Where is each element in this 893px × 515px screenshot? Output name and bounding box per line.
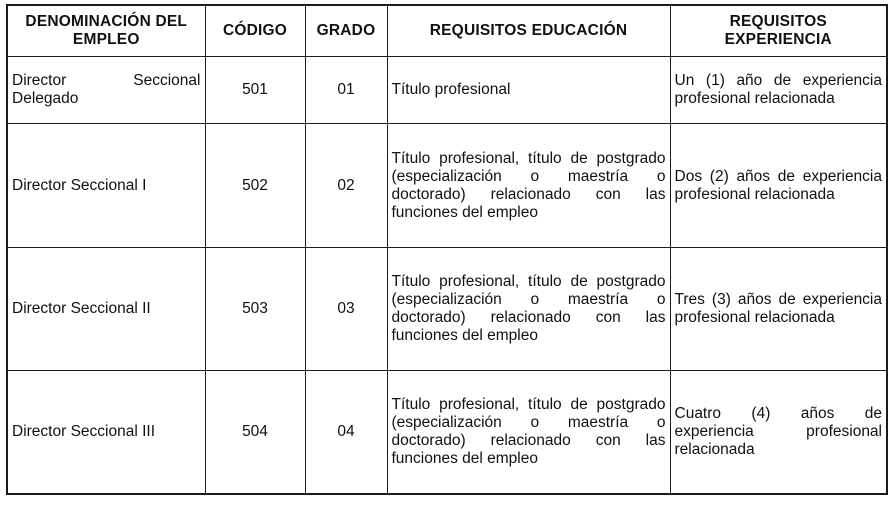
- cell-educacion: Título profesional, título de postgrado (especialización o maestría o doctorado) relacionado con las funciones del empleo: [387, 371, 670, 495]
- cell-codigo: 502: [205, 124, 305, 248]
- cell-educacion: Título profesional, título de postgrado (especialización o maestría o doctorado) relacionado con las funciones del empleo: [387, 248, 670, 371]
- cell-denominacion: Director Seccional I: [7, 124, 205, 248]
- cell-experiencia: Cuatro (4) años de experiencia profesional relacionada: [670, 371, 887, 495]
- table-row: [7, 248, 887, 371]
- table-header-row: [7, 5, 887, 57]
- header-educacion: REQUISITOS EDUCACIÓN: [387, 5, 670, 57]
- header-grado: GRADO: [305, 5, 387, 57]
- cell-codigo: 504: [205, 371, 305, 495]
- table-row: [7, 57, 887, 124]
- cell-experiencia: Un (1) año de experiencia profesional relacionada: [670, 57, 887, 124]
- cell-codigo: 501: [205, 57, 305, 124]
- cell-grado: 02: [305, 124, 387, 248]
- requirements-table: [6, 4, 888, 495]
- cell-denominacion: Director Seccional III: [7, 371, 205, 495]
- cell-codigo: 503: [205, 248, 305, 371]
- header-codigo: CÓDIGO: [205, 5, 305, 57]
- header-denominacion: DENOMINACIÓN DEL EMPLEO: [7, 5, 205, 57]
- cell-grado: 04: [305, 371, 387, 495]
- cell-grado: 03: [305, 248, 387, 371]
- requirements-table-container: [6, 4, 888, 495]
- cell-educacion: Título profesional, título de postgrado (especialización o maestría o doctorado) relacionado con las funciones del empleo: [387, 124, 670, 248]
- cell-educacion: Título profesional: [387, 57, 670, 124]
- cell-experiencia: Dos (2) años de experiencia profesional relacionada: [670, 124, 887, 248]
- table-row: [7, 124, 887, 248]
- table-row: [7, 371, 887, 495]
- header-experiencia: REQUISITOS EXPERIENCIA: [670, 5, 887, 57]
- cell-denominacion: Director Seccional Delegado: [7, 57, 205, 124]
- cell-experiencia: Tres (3) años de experiencia profesional relacionada: [670, 248, 887, 371]
- cell-denominacion: Director Seccional II: [7, 248, 205, 371]
- cell-grado: 01: [305, 57, 387, 124]
